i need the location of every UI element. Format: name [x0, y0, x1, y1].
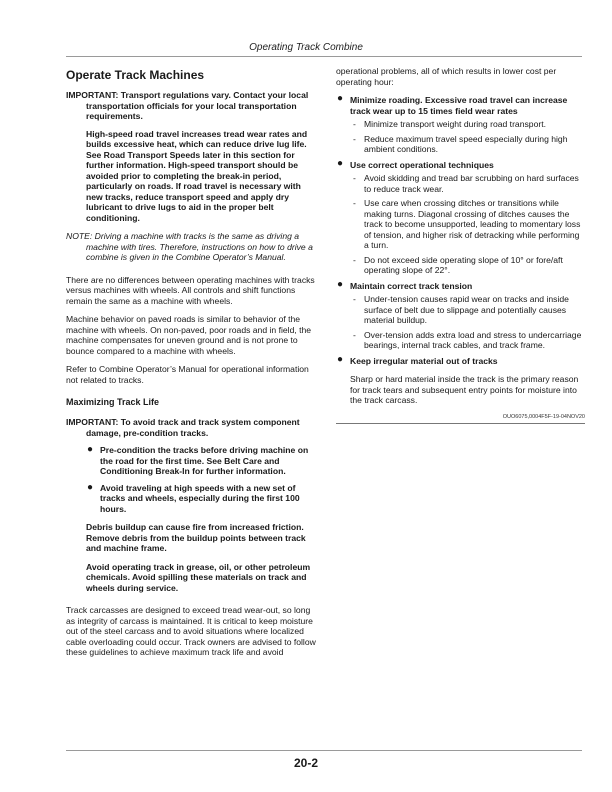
sub-list	[350, 294, 585, 351]
list-item: ● Keep irregular material out of tracks	[337, 353, 498, 366]
list-item: - Do not exceed side operating slope of 10° or fore/aft operating slope of 22°.	[353, 254, 563, 275]
sub-list	[350, 173, 585, 276]
list-item: ● Maintain correct track tension - Under-tension causes rapid wear on tracks and inside surface of belt due to slippage and potentially causes material buildup. - Over-tension adds extra load and stress to undercarriage bearings, internal track cables, and track frame.	[336, 281, 585, 351]
list-item: - Use care when crossing ditches or transitions while making turns. Diagonal crossing of ditches causes the track to become unsupported, leading to momentary loss of tension, and higher risk of detracking while performing a turn.	[353, 198, 581, 250]
reference-code: OUO6075,0004F5F-19-04NOV20	[502, 413, 585, 420]
important-notice-body: Avoid operating track in grease, oil, or other petroleum chemicals. Avoid spilling these materials on track and wheels during service.	[86, 561, 311, 593]
body-paragraph: Refer to Combine Operator’s Manual for operational information not related to tracks.	[66, 364, 309, 385]
sub-list	[350, 119, 585, 155]
list-item: - Reduce maximum travel speed especially during high ambient conditions.	[353, 133, 568, 154]
section-end-rule	[336, 423, 585, 424]
bullet-icon: ●	[337, 93, 344, 104]
important-notice-body: Debris buildup can cause fire from increased friction. Remove debris from the buildup points between track and machine frame.	[86, 522, 306, 553]
note: NOTE: Driving a machine with tracks is the same as driving a machine with tires. Therefore, instructions on how to drive a combine is given in the Combine Operator’s Manual.	[66, 231, 313, 262]
running-header: Operating Track Combine	[249, 42, 363, 53]
list-item: - Under-tension causes rapid wear on tracks and inside surface of belt due to slippage and potentially causes material buildup.	[353, 294, 569, 325]
important-notice: IMPORTANT: Transport regulations vary. Contact your local transportation officials for your local transportation requirements.	[66, 90, 309, 121]
subsection-title: Maximizing Track Life	[66, 397, 160, 407]
header-rule	[66, 56, 582, 57]
list-item: - Over-tension adds extra load and stress to undercarriage bearings, internal track cables, and track frame.	[353, 329, 582, 350]
page-number: 20-2	[293, 756, 319, 770]
right-column	[336, 66, 585, 424]
list-item: ● Avoid traveling at high speeds with a new set of tracks and wheels, especially during the first 100 hours.	[87, 481, 300, 514]
body-paragraph: Machine behavior on paved roads is similar to behavior of the machine with wheels. On non-paved, poor roads and in field, the machine compensates for uneven ground and is not prone to bounce compared to a machine with wheels.	[66, 314, 312, 356]
body-paragraph: Sharp or hard material inside the track is the primary reason for track tears and subsequent entry points for moisture into the track carcass.	[350, 374, 579, 405]
guideline-list	[336, 95, 585, 366]
important-bullet-list	[86, 445, 316, 514]
body-paragraph: Track carcasses are designed to exceed tread wear-out, so long as integrity of carcass is maintained. It is critical to keep moisture out of the steel carcass and to avoid situations where localized cable overloading could occur. Track owners are advised to follow these guidelines to achieve maximum track life and avoid	[66, 605, 316, 657]
body-paragraph: operational problems, all of which results in lower cost per operating hour:	[336, 66, 557, 87]
important-notice-body: High-speed road travel increases tread wear rates and builds excessive heat, which can reduce drive lug life. See Road Transport Speeds later in this section for further information. High-speed transport should be avoided prior to completing the break-in period, particularly on roads. If road travel is necessary with new tracks, reduce transport speed and apply dry lubricant to drive lugs to aid in the proper belt conditioning.	[86, 128, 308, 223]
list-item: ● Minimize roading. Excessive road travel can increase track wear up to 15 times field wear rates - Minimize transport weight during road transport. - Reduce maximum travel speed especially during high ambient conditions.	[336, 95, 585, 155]
bullet-icon: ●	[337, 157, 344, 169]
important-notice: IMPORTANT: To avoid track and track system component damage, pre-condition tracks.	[66, 417, 300, 438]
bullet-icon: ●	[337, 353, 344, 365]
left-column	[66, 66, 316, 666]
body-paragraph: There are no differences between operating machines with tracks versus machines with wheels. All controls and shift functions remain the same as a machine with wheels.	[66, 274, 315, 306]
section-title: Operate Track Machines	[66, 68, 205, 82]
bullet-icon: ●	[337, 278, 344, 290]
list-item: ● Use correct operational techniques - Avoid skidding and tread bar scrubbing on hard surfaces to reduce track wear. - Use care when crossing ditches or transitions while making turns. Diagonal crossing of ditches causes the track to become unsupported, leading to momentary loss of tension, and higher risk of detracking while performing a turn. - Do not exceed side operating slope of 10° or fore/aft operating slope of 22°.	[336, 160, 585, 276]
bullet-icon: ●	[87, 444, 94, 455]
list-item: - Avoid skidding and tread bar scrubbing on hard surfaces to reduce track wear.	[353, 173, 579, 194]
footer-rule	[66, 750, 582, 751]
bullet-icon: ●	[87, 481, 94, 493]
list-item: ● Pre-condition the tracks before driving machine on the road for the first time. See Belt Care and Conditioning Break-In for further information.	[87, 444, 309, 476]
list-item: - Minimize transport weight during road transport.	[353, 119, 546, 129]
